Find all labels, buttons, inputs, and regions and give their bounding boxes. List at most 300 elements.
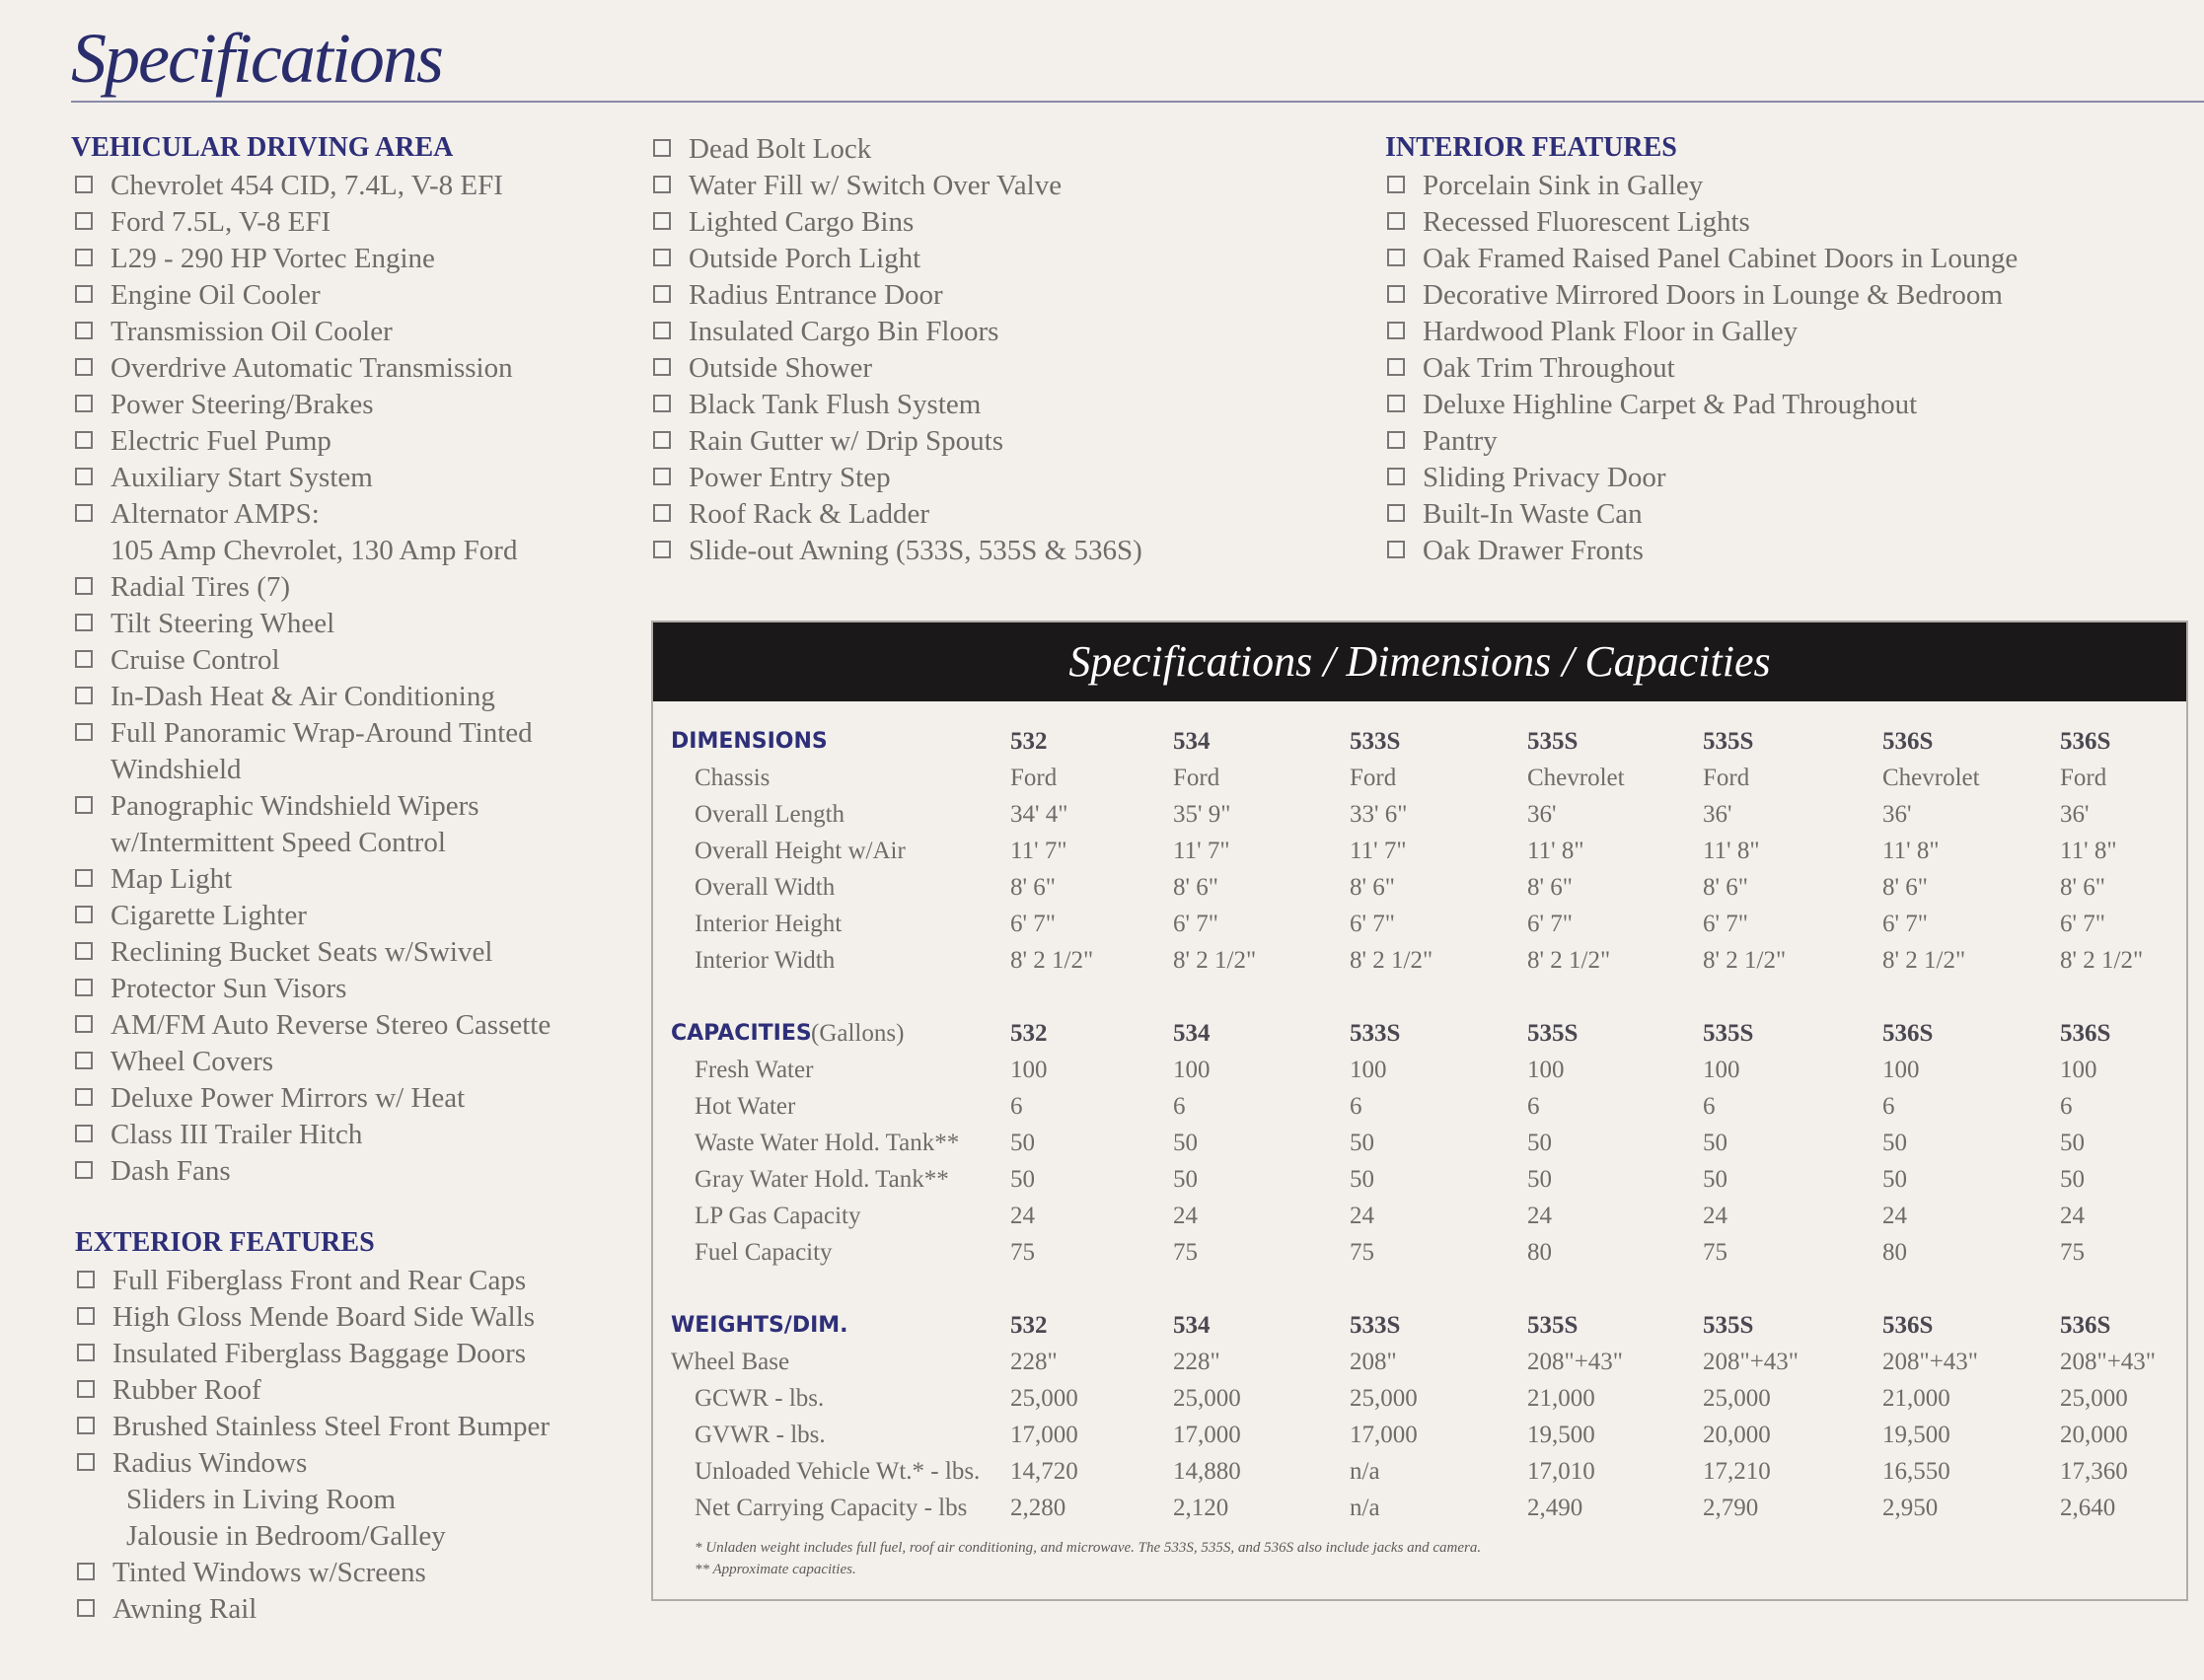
- table-row: [653, 1198, 2186, 1234]
- checkbox[interactable]: [75, 1052, 93, 1069]
- list-item: [75, 1372, 627, 1409]
- checkbox[interactable]: [1387, 504, 1405, 522]
- list-item-label: Radial Tires (7): [110, 571, 291, 603]
- list-item-label: Dead Bolt Lock: [689, 133, 872, 165]
- checkbox[interactable]: [1387, 541, 1405, 558]
- list-item-label: Map Light: [110, 863, 233, 895]
- checkbox[interactable]: [75, 614, 93, 631]
- model-header: 534: [1173, 1020, 1211, 1047]
- checkbox[interactable]: [1387, 431, 1405, 449]
- checkbox[interactable]: [75, 723, 93, 741]
- list-item-label: Power Entry Step: [689, 462, 891, 493]
- table-cell: 8' 2 1/2": [1703, 947, 1787, 974]
- table-row: [653, 1453, 2186, 1490]
- checkbox[interactable]: [75, 577, 93, 595]
- table-cell: 14,880: [1173, 1458, 1241, 1485]
- list-item: [73, 606, 625, 642]
- table-cell: n/a: [1350, 1495, 1380, 1521]
- list-item-label: Oak Framed Raised Panel Cabinet Doors in Lounge: [1423, 243, 2019, 274]
- list-item: [73, 277, 625, 314]
- list-item: [75, 1591, 627, 1628]
- list-item: [73, 314, 625, 350]
- table-cell: 8' 6": [1350, 874, 1395, 901]
- list-item: [75, 1518, 627, 1555]
- table-cell: Ford: [1010, 765, 1058, 791]
- table-cell: 16,550: [1882, 1458, 1950, 1485]
- list-item: [73, 423, 625, 460]
- list-item-label: Slide-out Awning (533S, 535S & 536S): [689, 535, 1142, 566]
- checkbox[interactable]: [653, 431, 671, 449]
- checkbox[interactable]: [653, 139, 671, 157]
- list-item-label: L29 - 290 HP Vortec Engine: [110, 243, 435, 274]
- checkbox[interactable]: [77, 1271, 95, 1288]
- exterior-heading: EXTERIOR FEATURES: [75, 1227, 375, 1258]
- table-cell: 50: [1703, 1166, 1727, 1193]
- table-cell: 50: [2060, 1130, 2085, 1156]
- checkbox[interactable]: [1387, 468, 1405, 485]
- table-cell: 24: [2060, 1203, 2085, 1229]
- model-header: 536S: [1882, 1312, 1934, 1339]
- list-item-label: Awning Rail: [112, 1593, 257, 1625]
- table-cell: 25,000: [2060, 1385, 2128, 1412]
- table-cell: 6: [1527, 1093, 1540, 1120]
- list-item-label: Porcelain Sink in Galley: [1423, 170, 1704, 201]
- checkbox[interactable]: [75, 395, 93, 412]
- model-header: 536S: [1882, 728, 1934, 755]
- list-item: [75, 1336, 627, 1372]
- table-cell: 75: [1703, 1239, 1727, 1266]
- checkbox[interactable]: [1387, 285, 1405, 303]
- table-cell: 6' 7": [1010, 911, 1056, 937]
- checkbox[interactable]: [75, 942, 93, 960]
- table-row: [653, 1052, 2186, 1088]
- list-item: [73, 241, 625, 277]
- list-item: [75, 1409, 627, 1445]
- list-item-label: Overdrive Automatic Transmission: [110, 352, 513, 384]
- list-item: [73, 898, 625, 934]
- list-item: [1385, 460, 2194, 496]
- table-cell: 208"+43": [2060, 1349, 2157, 1375]
- list-item-label: Oak Drawer Fronts: [1423, 535, 1644, 566]
- list-item-label: Dash Fans: [110, 1155, 231, 1187]
- list-item-label: Recessed Fluorescent Lights: [1423, 206, 1750, 238]
- row-label: GCWR - lbs.: [695, 1385, 825, 1412]
- checkbox[interactable]: [75, 176, 93, 193]
- table-row: [653, 833, 2186, 869]
- model-header: 535S: [1527, 728, 1579, 755]
- checkbox[interactable]: [77, 1453, 95, 1471]
- checkbox[interactable]: [75, 796, 93, 814]
- table-cell: 24: [1882, 1203, 1907, 1229]
- table-cell: 80: [1527, 1239, 1552, 1266]
- list-item: [1385, 204, 2194, 241]
- table-row: [653, 942, 2186, 979]
- list-item: [1385, 314, 2194, 350]
- checkbox[interactable]: [1387, 212, 1405, 230]
- table-cell: 34' 4": [1010, 801, 1068, 828]
- vehicular-heading: VEHICULAR DRIVING AREA: [71, 132, 454, 163]
- list-item: [73, 204, 625, 241]
- table-cell: 36': [1882, 801, 1912, 828]
- table-cell: 8' 6": [1173, 874, 1218, 901]
- model-header: 533S: [1350, 728, 1401, 755]
- list-item-label: Electric Fuel Pump: [110, 425, 331, 457]
- row-label: WEIGHTS/DIM.: [671, 1313, 848, 1338]
- table-cell: 228": [1173, 1349, 1220, 1375]
- model-header: 535S: [1703, 1312, 1754, 1339]
- table-cell: 6' 7": [1173, 911, 1218, 937]
- list-item: [651, 131, 1342, 168]
- list-item: [73, 642, 625, 679]
- table-cell: 8' 6": [1703, 874, 1748, 901]
- list-item: [1385, 496, 2194, 533]
- table-cell: 11' 8": [1882, 838, 1940, 864]
- table-cell: 36': [1527, 801, 1557, 828]
- vehicular-list: [73, 168, 625, 1190]
- model-header: 534: [1173, 1312, 1211, 1339]
- table-cell: 11' 8": [1527, 838, 1584, 864]
- checkbox[interactable]: [653, 395, 671, 412]
- list-item-label: Windshield: [110, 754, 242, 785]
- table-cell: 17,010: [1527, 1458, 1595, 1485]
- list-item: [651, 241, 1342, 277]
- table-cell: 6' 7": [1882, 911, 1928, 937]
- list-item-label: Reclining Bucket Seats w/Swivel: [110, 936, 493, 968]
- list-item: [75, 1263, 627, 1299]
- row-label: Interior Height: [695, 911, 843, 937]
- table-cell: 20,000: [1703, 1422, 1771, 1448]
- table-cell: 6' 7": [2060, 911, 2105, 937]
- list-item-label: Outside Porch Light: [689, 243, 921, 274]
- list-item: [651, 314, 1342, 350]
- list-item: [651, 168, 1342, 204]
- table-row: [653, 1344, 2186, 1380]
- row-label: Wheel Base: [671, 1349, 790, 1375]
- checkbox[interactable]: [1387, 322, 1405, 339]
- model-header: 536S: [2060, 728, 2111, 755]
- table-cell: 208"+43": [1882, 1349, 1979, 1375]
- table-cell: 75: [1350, 1239, 1374, 1266]
- interior-list: [1385, 168, 2194, 569]
- checkbox[interactable]: [75, 1161, 93, 1179]
- table-cell: 6' 7": [1527, 911, 1573, 937]
- checkbox[interactable]: [77, 1417, 95, 1434]
- table-cell: Ford: [1350, 765, 1397, 791]
- checkbox[interactable]: [75, 431, 93, 449]
- list-item-label: Ford 7.5L, V-8 EFI: [110, 206, 331, 238]
- table-cell: 50: [1882, 1130, 1907, 1156]
- list-item-label: Lighted Cargo Bins: [689, 206, 915, 238]
- list-item-label: Insulated Fiberglass Baggage Doors: [112, 1338, 527, 1369]
- row-label: Fuel Capacity: [695, 1239, 833, 1266]
- table-cell: 24: [1703, 1203, 1727, 1229]
- table-cell: 50: [1527, 1130, 1552, 1156]
- model-header: 535S: [1703, 728, 1754, 755]
- table-cell: 8' 2 1/2": [1527, 947, 1611, 974]
- list-item-label: Roof Rack & Ladder: [689, 498, 930, 530]
- list-item-label: Insulated Cargo Bin Floors: [689, 316, 999, 347]
- table-cell: 50: [1173, 1166, 1198, 1193]
- checkbox[interactable]: [77, 1307, 95, 1325]
- checkbox[interactable]: [75, 468, 93, 485]
- row-label: Waste Water Hold. Tank**: [695, 1130, 960, 1156]
- checkbox[interactable]: [75, 687, 93, 704]
- table-cell: 100: [1173, 1057, 1211, 1083]
- table-cell: Chevrolet: [1882, 765, 1980, 791]
- table-cell: 8' 6": [1010, 874, 1056, 901]
- checkbox[interactable]: [1387, 176, 1405, 193]
- checkbox[interactable]: [653, 249, 671, 266]
- list-item: [73, 1153, 625, 1190]
- table-cell: 6: [1350, 1093, 1362, 1120]
- list-item-label: Water Fill w/ Switch Over Valve: [689, 170, 1063, 201]
- list-item: [73, 1117, 625, 1153]
- list-item: [73, 569, 625, 606]
- table-cell: 50: [1350, 1166, 1374, 1193]
- table-cell: 2,280: [1010, 1495, 1066, 1521]
- table-cell: Ford: [1703, 765, 1750, 791]
- list-item-label: Rubber Roof: [112, 1374, 261, 1406]
- table-cell: 228": [1010, 1349, 1058, 1375]
- checkbox[interactable]: [653, 541, 671, 558]
- table-cell: 21,000: [1882, 1385, 1950, 1412]
- row-label: Overall Height w/Air: [695, 838, 906, 864]
- table-row: [653, 906, 2186, 942]
- list-item: [73, 861, 625, 898]
- checkbox[interactable]: [75, 906, 93, 923]
- model-header: 535S: [1527, 1312, 1579, 1339]
- table-cell: 6: [1173, 1093, 1186, 1120]
- table-section-header: [653, 723, 2186, 760]
- checkbox[interactable]: [75, 1125, 93, 1142]
- table-cell: 20,000: [2060, 1422, 2128, 1448]
- table-cell: 2,950: [1882, 1495, 1939, 1521]
- table-cell: 24: [1527, 1203, 1552, 1229]
- checkbox[interactable]: [1387, 395, 1405, 412]
- table-cell: 11' 7": [1173, 838, 1230, 864]
- list-item: [651, 496, 1342, 533]
- table-cell: 25,000: [1010, 1385, 1078, 1412]
- table-cell: 2,490: [1527, 1495, 1583, 1521]
- row-label: Net Carrying Capacity - lbs: [695, 1495, 968, 1521]
- table-cell: 8' 2 1/2": [1010, 947, 1094, 974]
- table-cell: 50: [1882, 1166, 1907, 1193]
- interior-heading: INTERIOR FEATURES: [1385, 132, 1677, 163]
- list-item-label: High Gloss Mende Board Side Walls: [112, 1301, 536, 1333]
- table-cell: 19,500: [1527, 1422, 1595, 1448]
- list-item: [75, 1555, 627, 1591]
- row-label: Chassis: [695, 765, 771, 791]
- checkbox[interactable]: [75, 322, 93, 339]
- table-cell: 25,000: [1703, 1385, 1771, 1412]
- list-item: [73, 679, 625, 715]
- table-cell: 24: [1173, 1203, 1198, 1229]
- checkbox[interactable]: [77, 1380, 95, 1398]
- title-divider: [71, 101, 2204, 103]
- table-cell: 75: [1010, 1239, 1035, 1266]
- table-cell: 50: [1010, 1166, 1035, 1193]
- checkbox[interactable]: [77, 1563, 95, 1580]
- table-cell: 8' 2 1/2": [1350, 947, 1433, 974]
- spec-table: [651, 621, 2188, 1601]
- table-cell: 100: [1882, 1057, 1920, 1083]
- table-cell: 6' 7": [1350, 911, 1395, 937]
- table-row: [653, 1417, 2186, 1453]
- list-item: [651, 204, 1342, 241]
- list-item-label: Wheel Covers: [110, 1046, 274, 1077]
- table-cell: 8' 6": [1882, 874, 1928, 901]
- checkbox[interactable]: [75, 1015, 93, 1033]
- table-cell: 17,000: [1173, 1422, 1241, 1448]
- list-item-label: Pantry: [1423, 425, 1498, 457]
- list-item-label: In-Dash Heat & Air Conditioning: [110, 681, 495, 712]
- list-item-label: AM/FM Auto Reverse Stereo Cassette: [110, 1009, 551, 1041]
- list-item-label: Built-In Waste Can: [1423, 498, 1643, 530]
- table-cell: 25,000: [1350, 1385, 1418, 1412]
- table-row: [653, 1234, 2186, 1271]
- table-cell: 50: [2060, 1166, 2085, 1193]
- row-label: Unloaded Vehicle Wt.* - lbs.: [695, 1458, 981, 1485]
- list-item: [73, 971, 625, 1007]
- row-label: Hot Water: [695, 1093, 796, 1120]
- table-cell: 35' 9": [1173, 801, 1231, 828]
- list-item-label: Transmission Oil Cooler: [110, 316, 393, 347]
- table-cell: 208"+43": [1527, 1349, 1624, 1375]
- table-cell: 19,500: [1882, 1422, 1950, 1448]
- list-item-label: Power Steering/Brakes: [110, 389, 374, 420]
- table-cell: n/a: [1350, 1458, 1380, 1485]
- checkbox[interactable]: [75, 285, 93, 303]
- list-item: [73, 387, 625, 423]
- list-item-label: Engine Oil Cooler: [110, 279, 321, 311]
- checkbox[interactable]: [77, 1599, 95, 1617]
- list-item-label: Hardwood Plank Floor in Galley: [1423, 316, 1799, 347]
- checkbox[interactable]: [653, 468, 671, 485]
- list-item: [1385, 423, 2194, 460]
- model-header: 536S: [1882, 1020, 1934, 1047]
- table-cell: 80: [1882, 1239, 1907, 1266]
- list-item-label: 105 Amp Chevrolet, 130 Amp Ford: [110, 535, 518, 566]
- table-cell: 208"+43": [1703, 1349, 1800, 1375]
- checkbox[interactable]: [653, 504, 671, 522]
- list-item-label: Auxiliary Start System: [110, 462, 373, 493]
- table-cell: 8' 2 1/2": [1173, 947, 1257, 974]
- checkbox[interactable]: [75, 358, 93, 376]
- list-item-label: Radius Entrance Door: [689, 279, 943, 311]
- unit-label: (Gallons): [811, 1020, 905, 1047]
- checkbox[interactable]: [75, 504, 93, 522]
- table-cell: 6' 7": [1703, 911, 1748, 937]
- table-cell: 17,360: [2060, 1458, 2128, 1485]
- list-item: [73, 1080, 625, 1117]
- page-title: Specifications: [71, 19, 442, 98]
- table-cell: 14,720: [1010, 1458, 1078, 1485]
- table-cell: 100: [1010, 1057, 1048, 1083]
- list-item: [73, 533, 625, 569]
- checkbox[interactable]: [75, 1088, 93, 1106]
- table-cell: 11' 7": [1350, 838, 1407, 864]
- row-label: DIMENSIONS: [671, 729, 828, 754]
- table-cell: 11' 8": [1703, 838, 1760, 864]
- checkbox[interactable]: [653, 176, 671, 193]
- table-cell: 8' 2 1/2": [1882, 947, 1966, 974]
- checkbox[interactable]: [653, 212, 671, 230]
- list-item-label: Sliders in Living Room: [126, 1484, 397, 1515]
- table-cell: 50: [1010, 1130, 1035, 1156]
- checkbox[interactable]: [77, 1344, 95, 1361]
- list-item-label: Outside Shower: [689, 352, 873, 384]
- list-item: [73, 168, 625, 204]
- list-item-label: Full Fiberglass Front and Rear Caps: [112, 1265, 527, 1296]
- list-item: [73, 1044, 625, 1080]
- list-item: [73, 460, 625, 496]
- table-cell: 21,000: [1527, 1385, 1595, 1412]
- list-item: [73, 934, 625, 971]
- footnote: * Unladen weight includes full fuel, roof air conditioning, and microwave. The 533S, 535S, and 536S also include jacks and camera.: [695, 1540, 1482, 1556]
- list-item: [651, 460, 1342, 496]
- list-item: [73, 825, 625, 861]
- list-item: [651, 423, 1342, 460]
- table-cell: 8' 6": [1527, 874, 1573, 901]
- list-item-label: Chevrolet 454 CID, 7.4L, V-8 EFI: [110, 170, 503, 201]
- checkbox[interactable]: [653, 322, 671, 339]
- list-item: [1385, 350, 2194, 387]
- table-cell: 2,790: [1703, 1495, 1759, 1521]
- table-row: [653, 869, 2186, 906]
- middle-list: [651, 131, 1342, 569]
- table-cell: 50: [1527, 1166, 1552, 1193]
- list-item-label: Deluxe Highline Carpet & Pad Throughout: [1423, 389, 1918, 420]
- model-header: 536S: [2060, 1020, 2111, 1047]
- list-item-label: Tilt Steering Wheel: [110, 608, 335, 639]
- list-item-label: Protector Sun Visors: [110, 973, 347, 1004]
- table-section-header: [653, 1307, 2186, 1344]
- row-label: Overall Length: [695, 801, 845, 828]
- list-item: [73, 715, 625, 752]
- table-row: [653, 1125, 2186, 1161]
- list-item: [75, 1299, 627, 1336]
- model-header: 532: [1010, 1020, 1048, 1047]
- table-cell: 50: [1350, 1130, 1374, 1156]
- table-cell: 6: [1882, 1093, 1895, 1120]
- model-header: 535S: [1703, 1020, 1754, 1047]
- checkbox[interactable]: [653, 358, 671, 376]
- model-header: 533S: [1350, 1312, 1401, 1339]
- model-header: 532: [1010, 1312, 1048, 1339]
- checkbox[interactable]: [75, 650, 93, 668]
- list-item: [73, 350, 625, 387]
- table-cell: 2,640: [2060, 1495, 2116, 1521]
- row-label: Fresh Water: [695, 1057, 814, 1083]
- table-cell: 25,000: [1173, 1385, 1241, 1412]
- checkbox[interactable]: [653, 285, 671, 303]
- checkbox[interactable]: [75, 212, 93, 230]
- checkbox[interactable]: [75, 869, 93, 887]
- list-item-label: Brushed Stainless Steel Front Bumper: [112, 1411, 551, 1442]
- table-cell: 208": [1350, 1349, 1397, 1375]
- checkbox[interactable]: [75, 249, 93, 266]
- checkbox[interactable]: [1387, 358, 1405, 376]
- checkbox[interactable]: [75, 979, 93, 996]
- table-cell: 33' 6": [1350, 801, 1408, 828]
- list-item: [73, 1007, 625, 1044]
- list-item-label: Deluxe Power Mirrors w/ Heat: [110, 1082, 466, 1114]
- table-cell: 75: [2060, 1239, 2085, 1266]
- checkbox[interactable]: [1387, 249, 1405, 266]
- list-item-label: Oak Trim Throughout: [1423, 352, 1675, 384]
- list-item: [1385, 533, 2194, 569]
- table-row: [653, 1161, 2186, 1198]
